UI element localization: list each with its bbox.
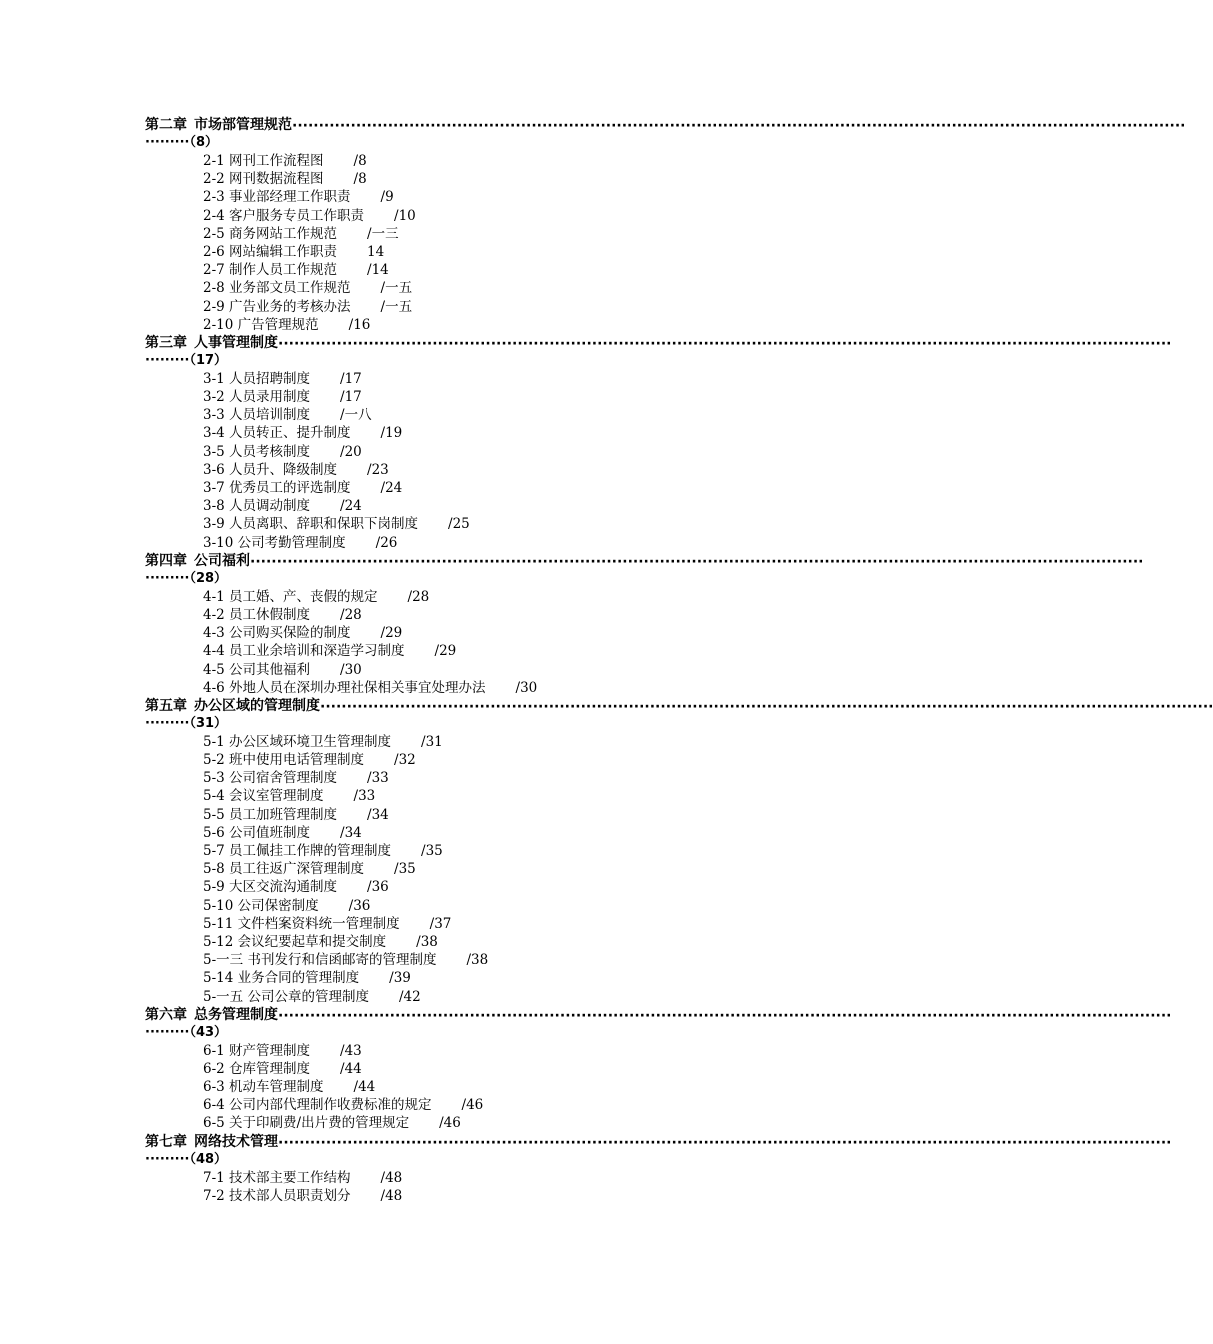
- toc-entry[interactable]: [145, 243, 805, 261]
- toc-entry[interactable]: [145, 733, 805, 751]
- chapter-page-line: [145, 715, 805, 733]
- entry-number: 5-8: [203, 861, 225, 878]
- dot-leader: ········································································································································································: [278, 335, 1172, 352]
- toc-entry[interactable]: [145, 424, 805, 442]
- entry-page: /8: [353, 171, 367, 188]
- toc-entry[interactable]: [145, 969, 805, 987]
- dot-leader: ·········: [145, 1151, 190, 1167]
- entry-number: 4-3: [203, 625, 225, 642]
- entry-number: 2-5: [203, 225, 225, 242]
- toc-entry[interactable]: [145, 188, 805, 206]
- entry-page: /34: [367, 806, 389, 823]
- entry-title: 广告管理规范: [237, 316, 319, 333]
- entry-number: 5-11: [203, 915, 234, 932]
- entry-page: /46: [439, 1115, 461, 1132]
- entry-number: 4-2: [203, 606, 225, 623]
- entry-title: 公司其他福利: [229, 661, 311, 678]
- entry-page: /一五: [380, 298, 413, 315]
- toc-entry[interactable]: [145, 915, 805, 933]
- dot-leader: ·········: [145, 715, 190, 731]
- entry-page: /32: [394, 752, 416, 769]
- entry-title: 公司购买保险的制度: [229, 625, 351, 642]
- entry-title: 人员培训制度: [229, 407, 311, 424]
- toc-entry[interactable]: [145, 787, 805, 805]
- entry-number: 5-14: [203, 970, 234, 987]
- entry-number: 4-1: [203, 588, 225, 605]
- entry-title: 广告业务的考核办法: [229, 298, 351, 315]
- toc-entry[interactable]: [145, 824, 805, 842]
- entry-title: 会议室管理制度: [229, 788, 324, 805]
- entry-title: 会议纪要起草和提交制度: [237, 933, 387, 950]
- chapter-title: 办公区域的管理制度: [194, 697, 320, 714]
- entry-number: 6-4: [203, 1097, 225, 1114]
- toc-entry[interactable]: [145, 624, 805, 642]
- toc-entry[interactable]: [145, 388, 805, 406]
- toc-entry[interactable]: [145, 261, 805, 279]
- entry-page: /38: [416, 933, 438, 950]
- entry-title: 书刊发行和信函邮寄的管理制度: [247, 952, 437, 969]
- entry-title: 人员招聘制度: [229, 370, 311, 387]
- entry-number: 5-7: [203, 843, 225, 859]
- entry-number: 2-9: [203, 298, 225, 315]
- chapter-page-line: [145, 352, 805, 370]
- chapter-title: 总务管理制度: [194, 1006, 278, 1023]
- toc-entry[interactable]: [145, 461, 805, 479]
- chapter-items: [145, 733, 805, 1006]
- toc-entry[interactable]: [145, 497, 805, 515]
- entry-title: 商务网站工作规范: [229, 225, 338, 242]
- entry-title: 班中使用电话管理制度: [229, 752, 365, 769]
- entry-number: 7-2: [203, 1187, 225, 1204]
- entry-title: 公司考勤管理制度: [237, 534, 346, 551]
- entry-number: 6-3: [203, 1079, 225, 1096]
- chapter-page-line: [145, 1024, 805, 1042]
- dot-leader: ········································································································································································: [292, 118, 1186, 134]
- entry-number: 2-7: [203, 262, 225, 279]
- entry-number: 5-5: [203, 806, 225, 823]
- entry-title: 网刊工作流程图: [229, 153, 324, 169]
- entry-page: /17: [340, 370, 362, 387]
- entry-page: /37: [429, 915, 452, 932]
- entry-page: /38: [466, 952, 489, 969]
- toc-entry[interactable]: [145, 588, 805, 606]
- entry-page: /26: [375, 534, 398, 551]
- entry-page: /34: [340, 824, 362, 841]
- toc-chapter: [145, 1006, 1172, 1133]
- entry-number: 6-1: [203, 1042, 225, 1059]
- entry-page: /44: [340, 1060, 362, 1077]
- entry-title: 办公区域环境卫生管理制度: [229, 733, 392, 750]
- entry-title: 大区交流沟通制度: [229, 879, 338, 896]
- entry-title: 员工加班管理制度: [229, 806, 338, 823]
- entry-number: 5-一三: [203, 952, 244, 969]
- toc-entry[interactable]: [145, 1169, 805, 1187]
- chapter-heading[interactable]: [145, 1006, 1172, 1024]
- chapter-page-number: （8）: [189, 135, 218, 150]
- entry-page: /24: [340, 498, 362, 515]
- entry-page: /35: [394, 861, 416, 878]
- toc-entry[interactable]: [145, 406, 805, 424]
- chapter-title: 市场部管理规范: [194, 117, 292, 133]
- entry-page: /31: [421, 733, 443, 750]
- entry-title: 员工休假制度: [229, 606, 311, 623]
- entry-title: 人员离职、辞职和保职下岗制度: [229, 516, 419, 533]
- entry-page: /46: [461, 1097, 484, 1114]
- entry-title: 机动车管理制度: [229, 1079, 324, 1096]
- chapter-number: 第五章: [145, 697, 187, 714]
- entry-page: /29: [380, 625, 403, 642]
- entry-title: 人员转正、提升制度: [229, 425, 351, 442]
- entry-number: 5-2: [203, 752, 225, 769]
- toc-entry[interactable]: [145, 806, 805, 824]
- chapter-items: [145, 1042, 805, 1133]
- entry-page: /16: [348, 316, 371, 333]
- entry-title: 技术部主要工作结构: [229, 1169, 351, 1186]
- toc-chapter: [145, 116, 1186, 334]
- entry-page: /44: [353, 1079, 376, 1096]
- entry-page: /24: [380, 480, 403, 496]
- chapter-items: [145, 152, 805, 334]
- entry-number: 5-12: [203, 933, 234, 950]
- chapter-heading[interactable]: [145, 697, 1213, 715]
- entry-number: 4-4: [203, 643, 225, 660]
- entry-title: 公司宿舍管理制度: [229, 770, 338, 787]
- chapter-heading[interactable]: [145, 552, 1144, 570]
- toc-entry[interactable]: [145, 1096, 805, 1114]
- entry-number: 5-6: [203, 824, 225, 841]
- entry-title: 员工业余培训和深造学习制度: [229, 643, 405, 660]
- entry-page: /36: [367, 879, 389, 896]
- chapter-items: [145, 370, 805, 552]
- toc-entry[interactable]: [145, 207, 805, 225]
- toc-entry[interactable]: [145, 751, 805, 769]
- chapter-page-number: （43）: [189, 1024, 228, 1040]
- entry-title: 优秀员工的评选制度: [229, 480, 351, 496]
- toc-entry[interactable]: [145, 897, 805, 915]
- entry-number: 3-5: [203, 443, 225, 460]
- entry-number: 3-9: [203, 516, 225, 533]
- entry-number: 2-2: [203, 171, 225, 188]
- chapter-items: [145, 1169, 805, 1205]
- chapter-number: 第三章: [145, 334, 187, 351]
- toc-chapter: [145, 552, 1144, 697]
- entry-number: 2-8: [203, 280, 225, 297]
- entry-number: 3-8: [203, 498, 225, 515]
- entry-page: /9: [380, 189, 394, 206]
- entry-title: 事业部经理工作职责: [229, 189, 351, 206]
- entry-page: /43: [340, 1042, 362, 1059]
- chapter-page-line: [145, 1151, 805, 1169]
- entry-title: 员工婚、产、丧假的规定: [229, 588, 378, 605]
- entry-page: /30: [515, 679, 538, 696]
- toc-entry[interactable]: [145, 1187, 805, 1205]
- table-of-contents: [145, 116, 1213, 1205]
- toc-entry[interactable]: [145, 225, 805, 243]
- entry-number: 4-6: [203, 679, 225, 696]
- entry-page: /35: [421, 843, 443, 859]
- toc-entry[interactable]: [145, 933, 805, 951]
- toc-entry[interactable]: [145, 443, 805, 461]
- toc-entry[interactable]: [145, 279, 805, 297]
- chapter-heading[interactable]: [145, 334, 1172, 352]
- entry-page: /28: [340, 606, 362, 623]
- toc-entry[interactable]: [145, 661, 805, 679]
- entry-title: 业务部文员工作规范: [229, 280, 351, 297]
- entry-page: /一五: [380, 280, 413, 297]
- dot-leader: ········································································································································································: [320, 698, 1213, 715]
- entry-title: 仓库管理制度: [229, 1060, 311, 1077]
- chapter-number: 第六章: [145, 1006, 187, 1023]
- toc-entry[interactable]: [145, 1060, 805, 1078]
- entry-number: 5-4: [203, 788, 225, 805]
- entry-number: 3-3: [203, 407, 225, 424]
- dot-leader: ········································································································································································: [250, 553, 1144, 570]
- entry-number: 5-9: [203, 879, 225, 896]
- chapter-title: 人事管理制度: [194, 334, 278, 351]
- toc-entry[interactable]: [145, 860, 805, 878]
- entry-number: 2-6: [203, 243, 225, 260]
- chapter-page-number: （28）: [189, 570, 228, 586]
- entry-title: 公司值班制度: [229, 824, 311, 841]
- toc-entry[interactable]: [145, 878, 805, 896]
- entry-number: 2-10: [203, 316, 234, 333]
- toc-entry[interactable]: [145, 370, 805, 388]
- dot-leader: ········································································································································································: [278, 1134, 1172, 1151]
- dot-leader: ·········: [145, 570, 190, 586]
- entry-title: 技术部人员职责划分: [229, 1187, 351, 1204]
- entry-number: 2-4: [203, 207, 225, 224]
- entry-title: 员工往返广深管理制度: [229, 861, 365, 878]
- entry-page: /23: [367, 461, 389, 478]
- entry-number: 3-1: [203, 370, 225, 387]
- entry-title: 关于印刷费/出片费的管理规定: [229, 1115, 410, 1132]
- entry-page: /36: [348, 897, 371, 914]
- entry-page: /8: [353, 153, 367, 169]
- entry-title: 财产管理制度: [229, 1042, 311, 1059]
- toc-entry[interactable]: [145, 1042, 805, 1060]
- entry-number: 3-6: [203, 461, 225, 478]
- entry-title: 员工佩挂工作牌的管理制度: [229, 843, 392, 859]
- entry-number: 5-1: [203, 733, 225, 750]
- entry-number: 5-10: [203, 897, 234, 914]
- entry-title: 客户服务专员工作职责: [229, 207, 365, 224]
- entry-number: 3-7: [203, 480, 225, 496]
- entry-title: 网站编辑工作职责: [229, 243, 338, 260]
- entry-page: /一三: [367, 225, 399, 242]
- toc-chapter: [145, 334, 1172, 552]
- chapter-page-line: [145, 134, 805, 152]
- entry-number: 3-4: [203, 425, 225, 442]
- toc-chapter: [145, 697, 1213, 1006]
- entry-page: /一八: [340, 407, 372, 424]
- entry-number: 5-一五: [203, 988, 244, 1005]
- entry-page: /48: [380, 1169, 403, 1186]
- dot-leader: ·········: [145, 1024, 190, 1040]
- chapter-page-number: （48）: [189, 1151, 228, 1167]
- entry-title: 人员调动制度: [229, 498, 311, 515]
- entry-title: 公司保密制度: [237, 897, 319, 914]
- chapter-page-number: （31）: [189, 715, 228, 731]
- entry-title: 人员考核制度: [229, 443, 311, 460]
- toc-entry[interactable]: [145, 1078, 805, 1096]
- entry-page: /28: [407, 588, 430, 605]
- entry-number: 2-3: [203, 189, 225, 206]
- entry-page: /10: [394, 207, 416, 224]
- chapter-items: [145, 588, 805, 697]
- chapter-number: 第七章: [145, 1133, 187, 1150]
- dot-leader: ·········: [145, 135, 190, 150]
- dot-leader: ·········: [145, 352, 190, 368]
- toc-chapter: [145, 1133, 1172, 1205]
- entry-number: 5-3: [203, 770, 225, 787]
- entry-page: /30: [340, 661, 362, 678]
- chapter-number: 第二章: [145, 117, 187, 133]
- chapter-heading[interactable]: [145, 1133, 1172, 1151]
- toc-entry[interactable]: [145, 515, 805, 533]
- entry-number: 7-1: [203, 1169, 225, 1186]
- toc-entry[interactable]: [145, 152, 805, 170]
- entry-page: /17: [340, 389, 362, 406]
- entry-page: /25: [448, 516, 470, 533]
- entry-title: 人员升、降级制度: [229, 461, 338, 478]
- entry-number: 4-5: [203, 661, 225, 678]
- entry-page: /14: [367, 262, 389, 279]
- toc-entry[interactable]: [145, 842, 805, 860]
- entry-title: 业务合同的管理制度: [237, 970, 360, 987]
- toc-entry[interactable]: [145, 769, 805, 787]
- chapter-page-line: [145, 570, 805, 588]
- toc-entry[interactable]: [145, 642, 805, 660]
- entry-number: 2-1: [203, 153, 225, 169]
- entry-title: 制作人员工作规范: [229, 262, 338, 279]
- entry-number: 6-2: [203, 1060, 225, 1077]
- chapter-title: 公司福利: [194, 552, 250, 569]
- entry-page: /20: [340, 443, 362, 460]
- toc-entry[interactable]: [145, 298, 805, 316]
- entry-page: /19: [380, 425, 403, 442]
- chapter-title: 网络技术管理: [194, 1133, 278, 1150]
- toc-entry[interactable]: [145, 479, 805, 497]
- toc-entry[interactable]: [145, 170, 805, 188]
- chapter-heading[interactable]: [145, 116, 1186, 134]
- entry-title: 文件档案资料统一管理制度: [237, 915, 400, 932]
- entry-title: 外地人员在深圳办理社保相关事宜处理办法: [229, 679, 486, 696]
- entry-title: 公司公章的管理制度: [247, 988, 369, 1005]
- entry-title: 网刊数据流程图: [229, 171, 324, 188]
- chapter-number: 第四章: [145, 552, 187, 569]
- toc-entry[interactable]: [145, 606, 805, 624]
- entry-number: 6-5: [203, 1115, 225, 1132]
- entry-page: /42: [398, 988, 421, 1005]
- dot-leader: ········································································································································································: [278, 1007, 1172, 1024]
- entry-page: /48: [380, 1187, 403, 1204]
- chapter-page-number: （17）: [189, 352, 228, 368]
- entry-page: /29: [434, 643, 457, 660]
- entry-page: /39: [389, 970, 411, 987]
- toc-entry[interactable]: [145, 951, 805, 969]
- entry-number: 3-10: [203, 534, 234, 551]
- entry-page: /33: [353, 788, 376, 805]
- entry-number: 3-2: [203, 389, 225, 406]
- entry-title: 人员录用制度: [229, 389, 311, 406]
- entry-page: /33: [367, 770, 389, 787]
- entry-title: 公司内部代理制作收费标准的规定: [229, 1097, 432, 1114]
- entry-page: 14: [367, 243, 385, 260]
